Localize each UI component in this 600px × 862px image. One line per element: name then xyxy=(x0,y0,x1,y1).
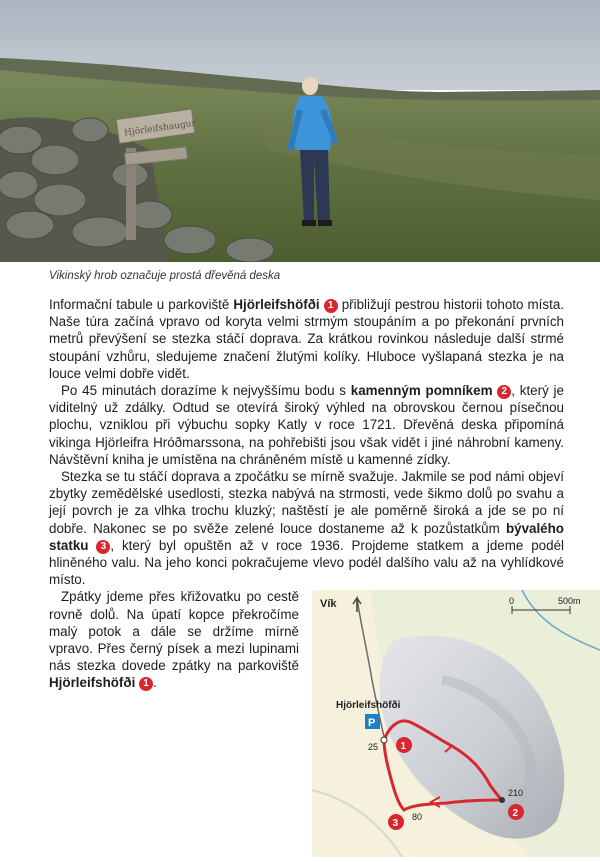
map-waypoint-3: 3 xyxy=(392,818,399,829)
elevation-80: 80 xyxy=(412,812,423,822)
parking-label: P xyxy=(368,717,376,729)
place-name: Hjörleifshöfði xyxy=(233,297,320,312)
viking-grave-photo xyxy=(0,0,600,262)
elevation-25: 25 xyxy=(368,742,379,752)
place-name: bývalého statku xyxy=(49,520,564,553)
waypoint-marker: 3 xyxy=(96,540,110,554)
photo-caption: Vikinský hrob označuje prostá dřevěná deska xyxy=(49,270,281,282)
paragraph-2: Po 45 minutách dorazíme k nejvyššímu bodu s kamenným pomníkem 2 , který je viditelný už zdálky. Odtud se otevírá široký výhled na obrovskou černou písečnou plochu, vzniklou při výbuchu sopky Katly v roce 1721. Dřevěná deska připomíná vikinga Hjörleifra Hróðmarssona, na pohřebišti jsou však vidět i jiné náhrobní kameny. Návštěvní kniha je umístěna na chráněném místě u kamenné zídky. xyxy=(49,383,564,467)
grave-sign-text: Hjörleifshaugur xyxy=(123,118,197,139)
route-map xyxy=(312,590,600,857)
place-name: Hjörleifshöfði xyxy=(49,675,136,691)
map-waypoint-1: 1 xyxy=(400,741,407,752)
elevation-210: 210 xyxy=(508,788,524,798)
place-name: kamenným pomníkem xyxy=(350,383,493,399)
waypoint-marker: 1 xyxy=(324,299,338,313)
paragraph-1: Informační tabule u parkoviště Hjörleifshöfði 1 přibližují pestrou historii tohoto místa. Naše túra začíná vpravo od koryta velmi strmým stoupáním a po překonání prvních metrů převýšení se stezka stáčí doprava. Za krátkou rovinkou následuje další strmé stoupání vzhůru, sledujeme značení žlutými kolíky. Hluboce vyšlapaná stezka je na louce velmi dobře vidět. xyxy=(49,297,564,381)
map-scale-label: 500m xyxy=(558,596,581,606)
map-waypoint-2: 2 xyxy=(512,808,519,819)
hero-photo xyxy=(0,0,600,262)
waypoint-marker: 2 xyxy=(497,385,511,399)
map-place-label: Hjörleifshöfði xyxy=(336,700,401,711)
paragraph-4: Zpátky jdeme přes křižovatku po cestě rovně dolů. Na úpatí kopce překročíme malý potok a dále se držíme mírně vpravo. Přes černý písek a mezi lupinami nás stezka dovede zpátky na parkoviště Hjörleifshöfði 1 . xyxy=(49,589,299,691)
map-direction-label: Vík xyxy=(320,598,337,610)
map-scale-zero: 0 xyxy=(509,596,515,606)
paragraph-3: Stezka se tu stáčí doprava a zpočátku se mírně svažuje. Jakmile se pod námi objeví zbytky zemědělské usedlosti, stezka nabývá na strmosti, vede šikmo dolů po svahu a její povrch je za vlhka trochu kluzký; naštěstí je ale poměrně široká a jde se po ní dobře. Nakonec se po svěže zelené louce dostaneme až k pozůstatkům bývalého statku 3 , který byl opuštěn až v roce 1936. Projdeme statkem a jdeme podél hliněného valu. Na jeho konci pokračujeme vlevo podél dalšího valu až na vyhlídkové místo. xyxy=(49,469,564,588)
waypoint-marker: 1 xyxy=(139,677,153,691)
